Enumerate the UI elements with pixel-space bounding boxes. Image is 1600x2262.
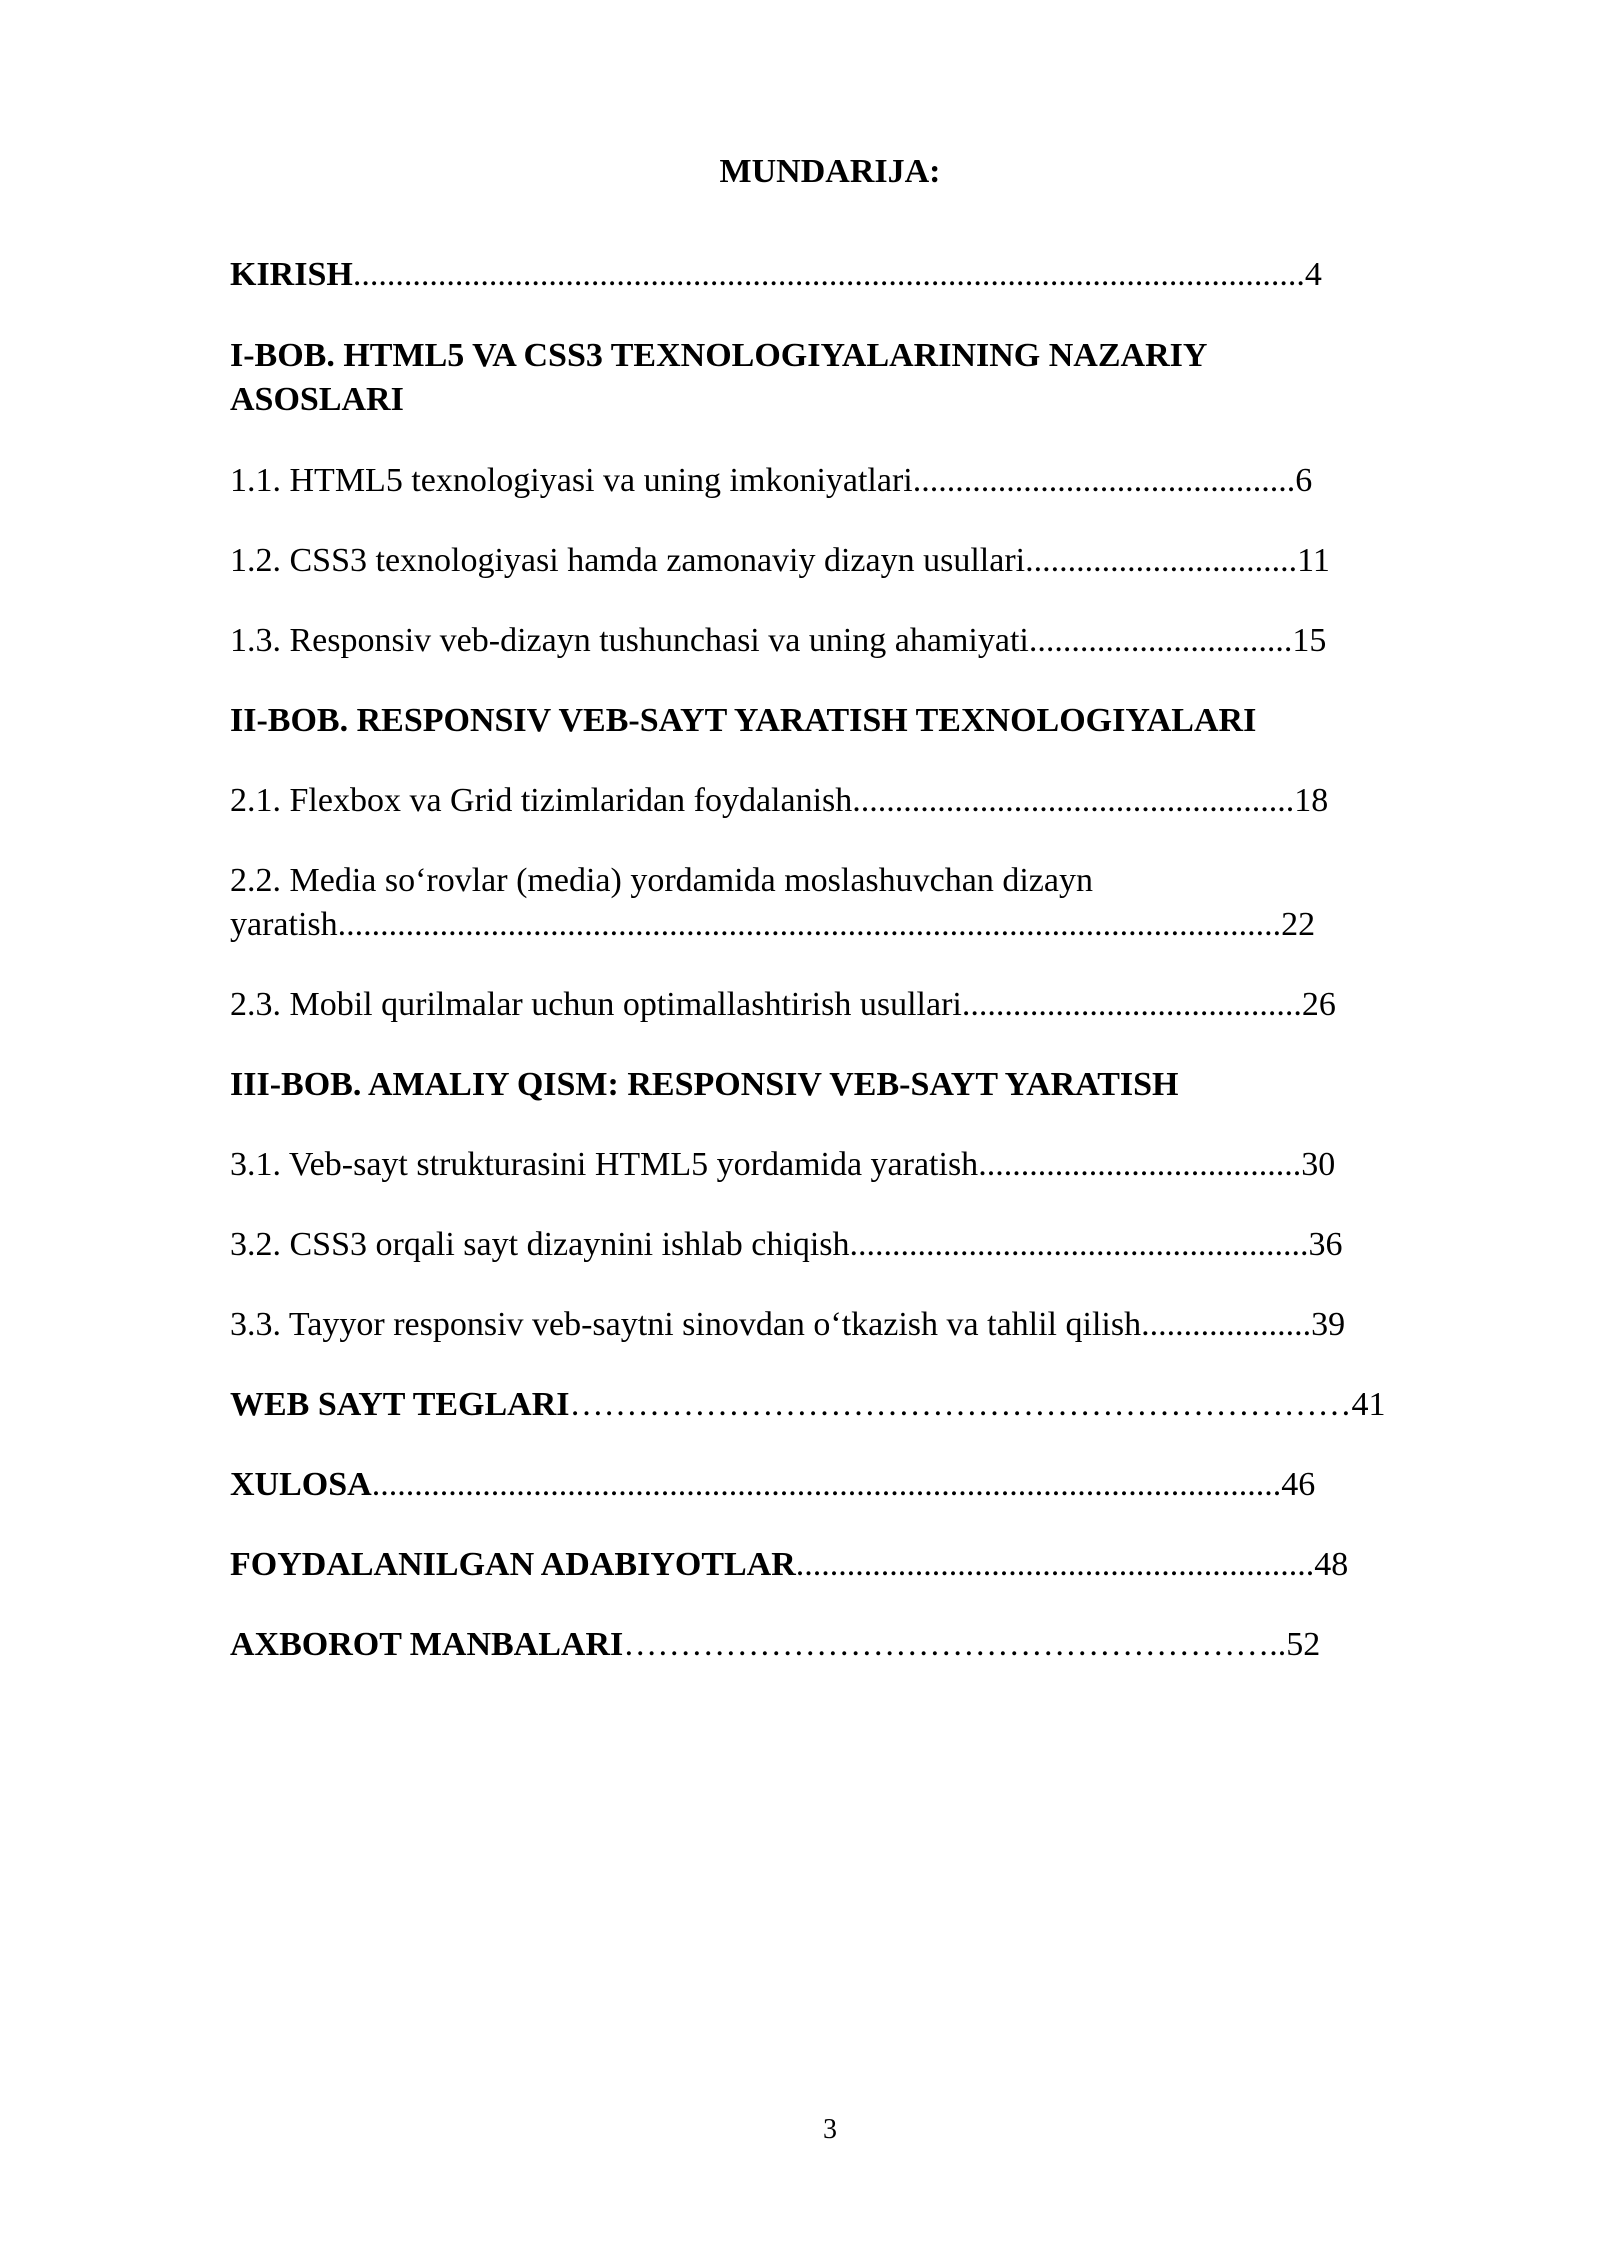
- toc-page: 6: [1295, 462, 1313, 499]
- toc-entry-foydalanilgan-adabiyotlar[interactable]: [230, 1543, 1520, 1587]
- toc-label: 3.3. Tayyor responsiv veb-saytni sinovdan o‘tkazish va tahlil qilish: [230, 1306, 1142, 1343]
- toc-entry-1-2[interactable]: [230, 539, 1520, 583]
- toc-entry-kirish[interactable]: [230, 253, 1520, 297]
- toc-label: 2.3. Mobil qurilmalar uchun optimallashtirish usullari: [230, 986, 962, 1023]
- page-title: MUNDARIJA:: [719, 153, 941, 190]
- toc-label: 1.2. CSS3 texnologiyasi hamda zamonaviy dizayn usullari: [230, 542, 1026, 579]
- toc-label: 3.2. CSS3 orqali sayt dizaynini ishlab chiqish: [230, 1226, 850, 1263]
- toc-page: 22: [1281, 906, 1316, 943]
- toc-entry-web-sayt-teglari[interactable]: [230, 1383, 1520, 1427]
- toc-page: 30: [1301, 1146, 1336, 1183]
- toc-page: .52: [1277, 1626, 1321, 1663]
- toc-leader: ...............................................................................................................: [337, 906, 1282, 943]
- toc-label: AXBOROT MANBALARI: [230, 1626, 624, 1663]
- toc-leader: .............................................................: [795, 1546, 1315, 1583]
- toc-label: FOYDALANILGAN ADABIYOTLAR: [230, 1546, 796, 1583]
- toc-chapter-2[interactable]: II-BOB. RESPONSIV VEB-SAYT YARATISH TEXNOLOGIYALARI: [230, 702, 1257, 739]
- toc-page: 39: [1311, 1306, 1346, 1343]
- toc-page: 46: [1281, 1466, 1316, 1503]
- toc-label: 1.1. HTML5 texnologiyasi va uning imkoniyatlari: [230, 462, 913, 499]
- toc-leader: ………………………………………………….: [623, 1626, 1278, 1663]
- toc-page: 26: [1301, 986, 1336, 1023]
- toc-label: WEB SAYT TEGLARI: [230, 1386, 570, 1423]
- toc-page: 18: [1294, 782, 1329, 819]
- toc-chapter-1[interactable]: I-BOB. HTML5 VA CSS3 TEXNOLOGIYALARINING NAZARIY ASOSLARI: [230, 337, 1207, 418]
- toc-entry-2-2[interactable]: [230, 859, 1500, 947]
- toc-leader: ...........................................................................................................: [371, 1466, 1282, 1503]
- toc-leader: ................................................................................................................: [352, 256, 1305, 293]
- toc-label: 1.3. Responsiv veb-dizayn tushunchasi va uning ahamiyati: [230, 622, 1029, 659]
- toc-page: 41: [1351, 1386, 1386, 1423]
- toc-label: XULOSA: [230, 1466, 372, 1503]
- toc-page: 15: [1292, 622, 1327, 659]
- toc-page: 36: [1308, 1226, 1343, 1263]
- toc-label-line-1: 2.2. Media so‘rovlar (media) yordamida moslashuvchan dizayn: [230, 862, 1093, 899]
- toc-leader: ................................: [1025, 542, 1298, 579]
- toc-label: KIRISH: [230, 256, 353, 293]
- toc-entry-2-3[interactable]: [230, 983, 1520, 1027]
- table-of-contents: [230, 253, 1520, 1667]
- toc-label: 2.1. Flexbox va Grid tizimlaridan foydalanish: [230, 782, 853, 819]
- toc-entry-3-3[interactable]: [230, 1303, 1520, 1347]
- toc-leader: ......................................: [978, 1146, 1302, 1183]
- toc-entry-1-3[interactable]: [230, 619, 1520, 663]
- toc-entry-1-1[interactable]: [230, 459, 1520, 503]
- toc-entry-xulosa[interactable]: [230, 1463, 1520, 1507]
- toc-leader: ……………………………………………………………: [569, 1386, 1352, 1423]
- toc-entry-2-1[interactable]: [230, 779, 1520, 823]
- toc-leader: .............................................: [912, 462, 1296, 499]
- toc-page: 48: [1314, 1546, 1349, 1583]
- toc-label-line-2: yaratish: [230, 906, 338, 943]
- toc-label: 3.1. Veb-sayt strukturasini HTML5 yordamida yaratish: [230, 1146, 979, 1183]
- toc-entry-3-2[interactable]: [230, 1223, 1520, 1267]
- toc-leader: ........................................: [961, 986, 1302, 1023]
- toc-leader: ....................: [1141, 1306, 1312, 1343]
- toc-page: 11: [1297, 542, 1330, 579]
- toc-leader: ...............................: [1028, 622, 1293, 659]
- toc-page: 4: [1304, 256, 1322, 293]
- page-number: 3: [823, 2114, 837, 2145]
- toc-chapter-3[interactable]: III-BOB. AMALIY QISM: RESPONSIV VEB-SAYT YARATISH: [230, 1066, 1179, 1103]
- toc-entry-axborot-manbalari[interactable]: [230, 1623, 1520, 1667]
- toc-entry-3-1[interactable]: [230, 1143, 1520, 1187]
- toc-leader: ......................................................: [849, 1226, 1309, 1263]
- toc-leader: ....................................................: [852, 782, 1295, 819]
